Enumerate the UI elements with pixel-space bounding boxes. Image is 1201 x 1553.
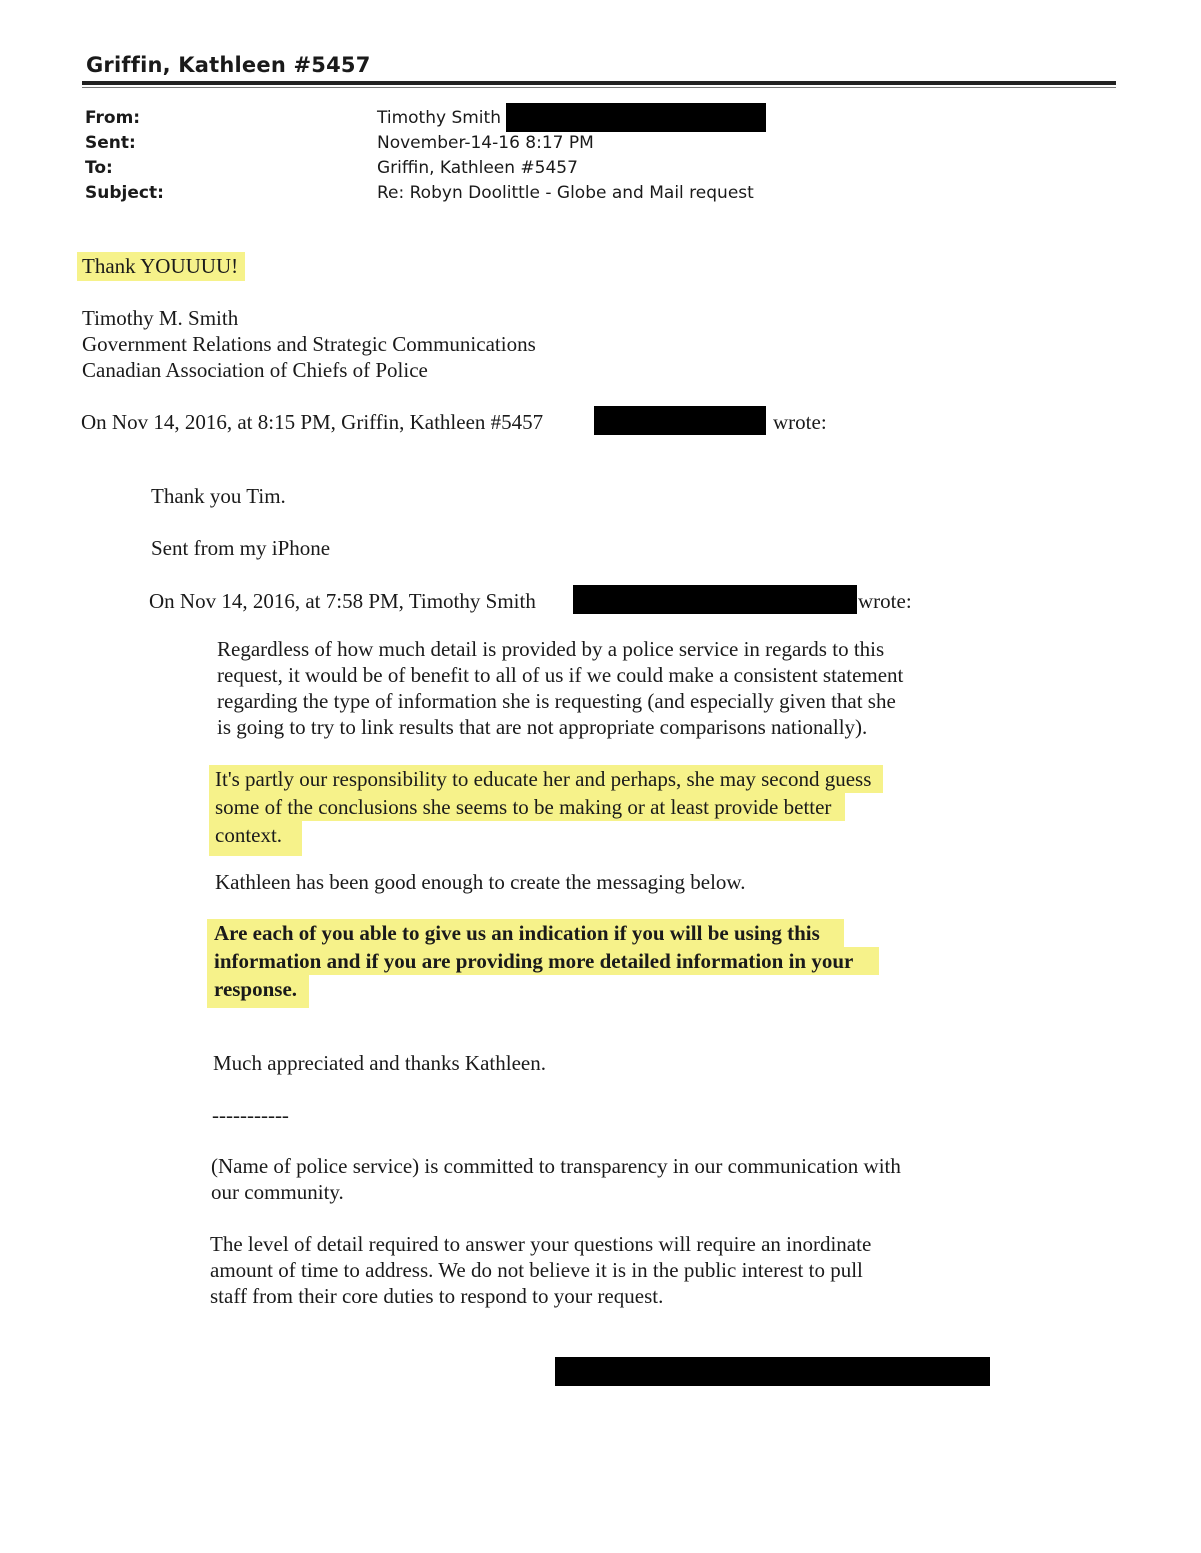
paragraph-line: is going to try to link results that are not appropriate comparisons nationally). [217, 715, 868, 739]
paragraph-1 [217, 636, 903, 740]
redaction-timothy-email [573, 585, 857, 614]
separator: ----------- [212, 1103, 289, 1127]
signature-title: Government Relations and Strategic Communications [82, 332, 536, 356]
redaction-from-email [506, 103, 766, 132]
highlighted-line: information and if you are providing more detailed information in your [207, 947, 879, 975]
paragraph-line: amount of time to address. We do not believe it is in the public interest to pull [210, 1258, 863, 1282]
document-title: Griffin, Kathleen #5457 [86, 53, 371, 77]
paragraph-7 [210, 1231, 871, 1309]
quote2-wrote: wrote: [858, 589, 912, 613]
paragraph-line: Regardless of how much detail is provided by a police service in regards to this [217, 637, 885, 661]
to-label: To: [85, 158, 113, 178]
from-value: Timothy Smith [377, 108, 501, 128]
quote1-text: Thank you Tim. [151, 484, 286, 508]
quote1-intro: On Nov 14, 2016, at 8:15 PM, Griffin, Kathleen #5457 [81, 410, 544, 434]
redaction-kathleen-email [594, 406, 766, 435]
subject-label: Subject: [85, 183, 164, 203]
title-divider-thin [82, 87, 1116, 88]
quote1-sent-from: Sent from my iPhone [151, 536, 331, 560]
sent-value: November-14-16 8:17 PM [377, 133, 594, 153]
paragraph-line: (Name of police service) is committed to transparency in our communication with [211, 1154, 901, 1178]
reply-highlight: Thank YOUUUU! [77, 252, 245, 281]
paragraph-6 [211, 1153, 901, 1205]
signature [82, 305, 536, 383]
highlighted-line: response. [207, 975, 309, 1008]
from-label: From: [85, 108, 141, 128]
paragraph-4-highlighted [207, 919, 879, 1008]
highlighted-line: context. [209, 821, 302, 856]
subject-value: Re: Robyn Doolittle - Globe and Mail request [377, 183, 754, 203]
paragraph-line: The level of detail required to answer your questions will require an inordinate [210, 1232, 872, 1256]
title-divider [82, 81, 1116, 85]
quote1-wrote: wrote: [773, 410, 827, 434]
quote2-intro: On Nov 14, 2016, at 7:58 PM, Timothy Smith [149, 589, 536, 613]
highlighted-line: It's partly our responsibility to educate her and perhaps, she may second guess [209, 765, 883, 793]
paragraph-line: request, it would be of benefit to all of us if we could make a consistent statement [217, 663, 904, 687]
highlighted-line: Are each of you able to give us an indication if you will be using this [207, 919, 844, 947]
paragraph-5: Much appreciated and thanks Kathleen. [213, 1051, 546, 1075]
to-value: Griffin, Kathleen #5457 [377, 158, 578, 178]
paragraph-line: regarding the type of information she is requesting (and especially given that she [217, 689, 896, 713]
paragraph-line: staff from their core duties to respond to your request. [210, 1284, 664, 1308]
signature-org: Canadian Association of Chiefs of Police [82, 358, 428, 382]
signature-name: Timothy M. Smith [82, 306, 239, 330]
paragraph-3: Kathleen has been good enough to create the messaging below. [215, 870, 746, 894]
paragraph-2-highlighted [209, 765, 883, 856]
reply-text [77, 253, 245, 279]
redaction-bottom [555, 1357, 990, 1386]
highlighted-line: some of the conclusions she seems to be making or at least provide better [209, 793, 845, 821]
paragraph-line: our community. [211, 1180, 344, 1204]
sent-label: Sent: [85, 133, 136, 153]
